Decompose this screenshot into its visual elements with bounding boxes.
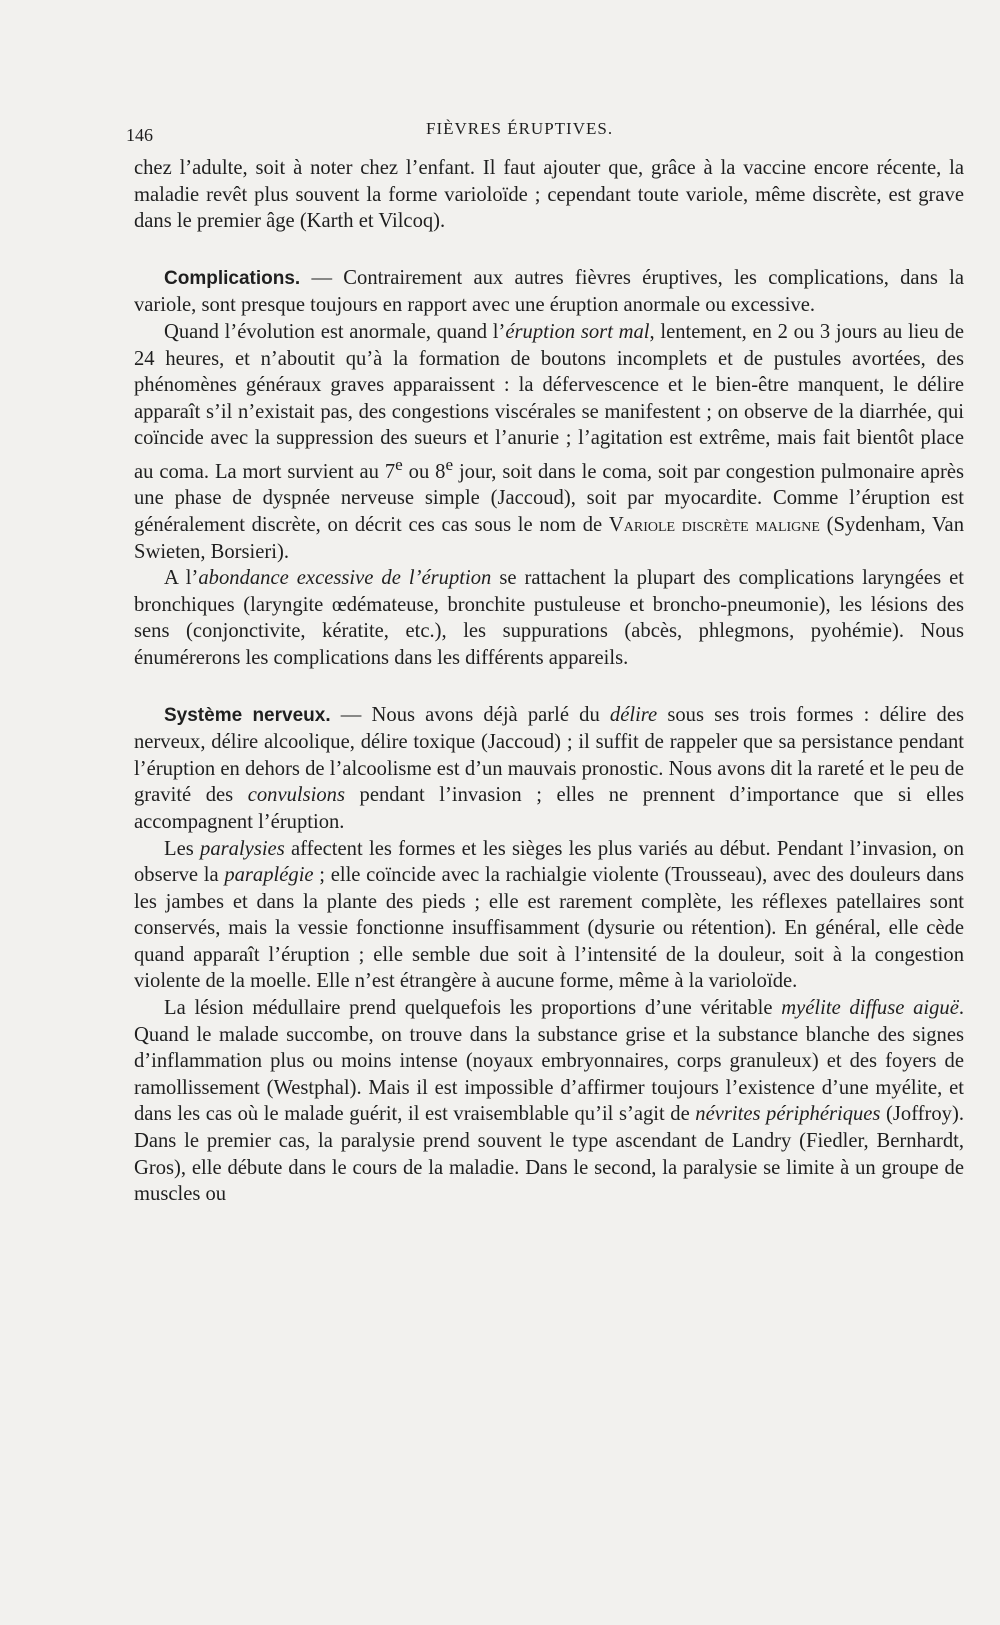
section-gap (134, 672, 964, 702)
section-heading-complications: Complications. (164, 267, 301, 289)
page-number: 146 (126, 125, 153, 145)
paragraph-text: pendant l’invasion ; elles ne prennent d’importance que si elles accompagnent l’éruption. (134, 784, 964, 833)
paragraph-nervous-system (134, 702, 964, 836)
running-header (126, 119, 966, 149)
italic-term: névrites périphériques (695, 1103, 881, 1126)
paragraph-text: . Quand le malade succombe, on trouve dans la substance grise et la substance blanche des signes d’inflammation plus ou moins intense (noyaux embryonnaires, corps granuleux) et des foyers de ramollissement (Westphal). Mais il est impossible d’affirmer toujours l’existence d’une myélite, et dans les cas où le malade guérit, il est vraisemblable qu’il s’agit de (134, 997, 964, 1126)
italic-term: délire (609, 703, 658, 726)
small-caps-term: Variole discrète maligne (608, 513, 820, 536)
paragraph-text: chez l’adulte, soit à noter chez l’enfant. Il faut ajouter que, grâce à la vaccine encore récente, la maladie revêt plus souvent la forme varioloïde ; cependant toute variole, même discrète, est grave dans le premier âge (Karth et Vilcoq). (134, 157, 964, 233)
paragraph-text: ou 8 (402, 460, 446, 483)
italic-term: paraplégie (224, 864, 314, 887)
paragraph-paralysies (134, 836, 964, 996)
italic-term: myélite diffuse aiguë (781, 997, 959, 1020)
paragraph-text: A l’ (164, 567, 199, 590)
paragraph-text: — Nous avons déjà parlé du (330, 703, 610, 726)
section-heading-nervous-system: Système nerveux. (164, 704, 331, 726)
paragraph-text: Quand l’évolution est anormale, quand l’ (164, 320, 506, 343)
paragraph-text: Les (164, 837, 201, 860)
paragraph-complications (134, 265, 964, 319)
paragraph-text: sous ses trois formes : délire des nerveux, délire alcoolique, délire toxique (Jaccoud) ; il suffit de rappeler que sa persistance pendant l’éruption en dehors de l’alcoolisme est d’un mauvais pronostic. Nous avons dit la rareté et le peu de gravité des (134, 703, 964, 807)
paragraph-abnormal-evolution (134, 319, 964, 565)
paragraph-text: (Sydenham, Van Swieten, Borsieri). (134, 513, 964, 563)
ordinal-suffix: e (395, 454, 403, 474)
paragraph-myelite (134, 995, 964, 1208)
paragraph-text: La lésion médullaire prend quelquefois les proportions d’une véritable (164, 997, 782, 1020)
paragraph-text: jour, soit dans le coma, soit par congestion pulmonaire après une phase de dyspnée nerveuse simple (Jaccoud), soit par myocardite. Comme l’éruption est généralement discrète, on décrit ces cas sous le nom de (134, 460, 964, 536)
paragraph-text: , lentement, en 2 ou 3 jours au lieu de 24 heures, et n’aboutit qu’à la formation de boutons incomplets et de pustules avortées, des phénomènes généraux graves apparaissent : la défervescence et le bien-être manquent, le délire apparaît s’il n’existait pas, des congestions viscérales se manifestent ; on observe de la diarrhée, qui coïncide avec la suppression des sueurs et l’anurie ; l’agitation est extrême, mais fait bientôt place au coma. La mort survient au 7 (134, 320, 964, 483)
section-gap (134, 235, 964, 265)
paragraph-excessive-eruption (134, 565, 964, 671)
italic-term: convulsions (247, 784, 345, 807)
paragraph-text: ; elle coïncide avec la rachialgie violente (Trousseau), avec des douleurs dans les jambes et dans la plante des pieds ; elle est rarement complète, les réflexes patellaires sont conservés, mais la vessie fonctionne insuffisamment (dysurie ou rétention). En général, elle cède quand apparaît l’éruption ; elle semble due soit à l’intensité de la douleur, soit à la congestion violente de la moelle. Elle n’est étrangère à aucune forme, même à la varioloïde. (134, 864, 964, 993)
italic-term: éruption sort mal (505, 320, 650, 343)
paragraph-text: (Joffroy). Dans le premier cas, la paralysie prend souvent le type ascendant de Landry (Fiedler, Bernhardt, Gros), elle débute dans le cours de la maladie. Dans le second, la paralysie se limite à un groupe de muscles ou (134, 1103, 964, 1206)
italic-term: paralysies (200, 837, 285, 860)
page-body (134, 155, 964, 1208)
ordinal-suffix: e (445, 454, 454, 474)
paragraph-age-continuation (134, 155, 964, 235)
paragraph-text: — Contrairement aux autres fièvres éruptives, les complications, dans la variole, sont presque toujours en rapport avec une éruption anormale ou excessive. (134, 266, 964, 317)
paragraph-text: affectent les formes et les sièges les plus variés au début. Pendant l’invasion, on observe la (134, 837, 964, 887)
running-title: FIÈVRES ÉRUPTIVES. (426, 119, 614, 138)
paragraph-text: se rattachent la plupart des complications laryngées et bronchiques (laryngite œdémateuse, bronchite pustuleuse et broncho-pneumonie), les lésions des sens (conjonctivite, kératite, etc.), les suppurations (abcès, phlegmons, pyohémie). Nous énumérerons les complications dans les différents appareils. (134, 567, 964, 669)
italic-term: abondance excessive de l’éruption (198, 567, 492, 590)
